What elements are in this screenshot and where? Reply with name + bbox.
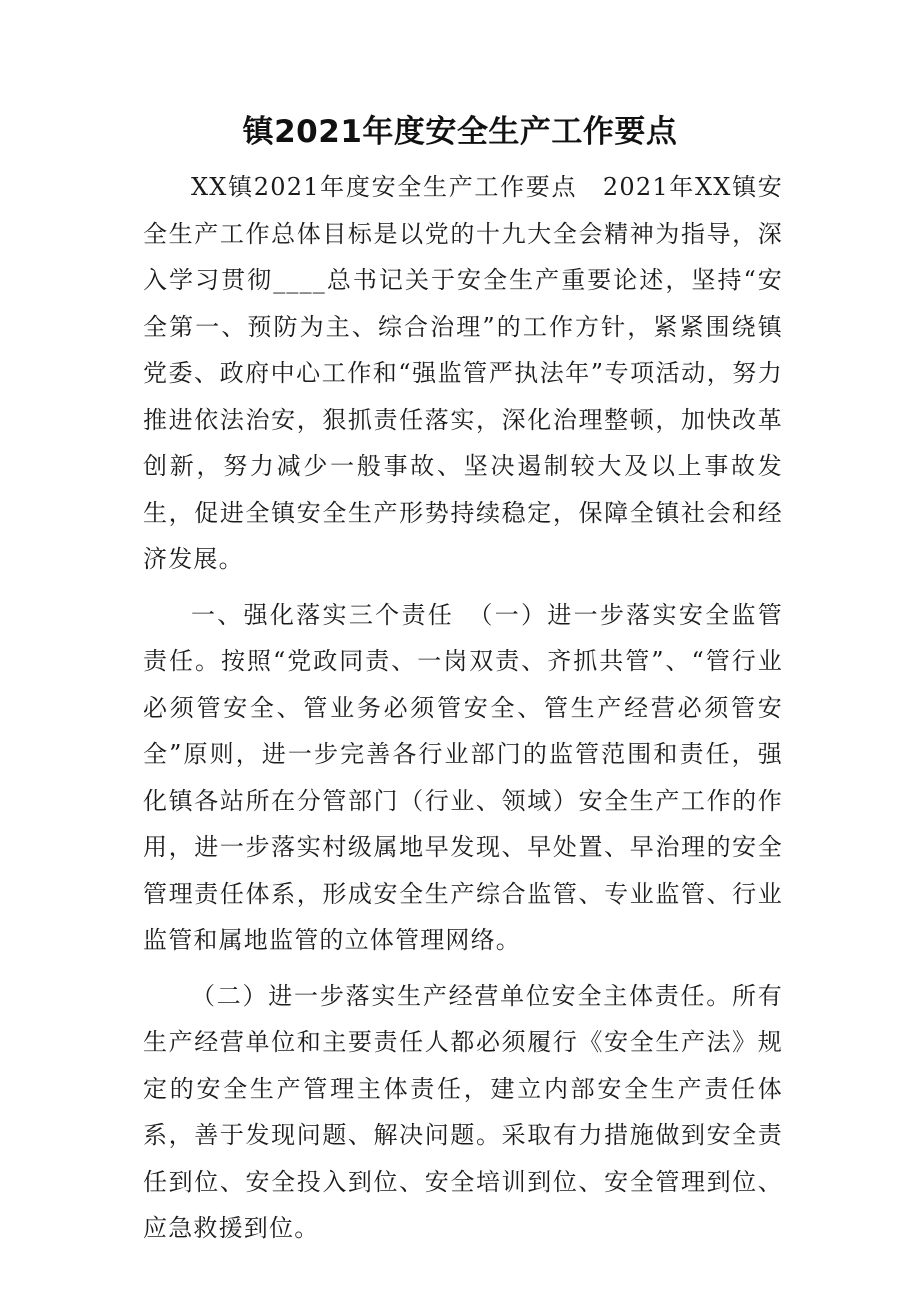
paragraph-section-1-2: （二）进一步落实生产经营单位安全主体责任。所有生产经营单位和主要责任人都必须履行《安全生产法》规定的安全生产管理主体责任，建立内部安全生产责任体系，善于发现问题、解决问题。采取有力措施做到安全责任到位、安全投入到位、安全培训到位、安全管理到位、应急救援到位。 bbox=[143, 981, 783, 1242]
paragraph-intro: XX镇2021年度安全生产工作要点 2021年XX镇安全生产工作总体目标是以党的十九大全会精神为指导，深入学习贯彻____总书记关于安全生产重要论述，坚持“安全第一、预防为主、综合治理”的工作方针，紧紧围绕镇党委、政府中心工作和“强监管严执法年”专项活动，努力推进依法治安，狠抓责任落实，深化治理整顿，加快改革创新，努力减少一般事故、坚决遏制较大及以上事故发生，促进全镇安全生产形势持续稳定，保障全镇社会和经济发展。 bbox=[143, 173, 783, 573]
paragraph-section-1: 一、强化落实三个责任 （一）进一步落实安全监管责任。按照“党政同责、一岗双责、齐抓共管”、“管行业必须管安全、管业务必须管安全、管生产经营必须管安全”原则，进一步完善各行业部门的监管范围和责任，强化镇各站所在分管部门（行业、领域）安全生产工作的作用，进一步落实村级属地早发现、早处置、早治理的安全管理责任体系，形成安全生产综合监管、专业监管、行业监管和属地监管的立体管理网络。 bbox=[143, 600, 783, 954]
document-title: 镇2021年度安全生产工作要点 bbox=[242, 114, 678, 150]
document-body bbox=[143, 164, 783, 1261]
